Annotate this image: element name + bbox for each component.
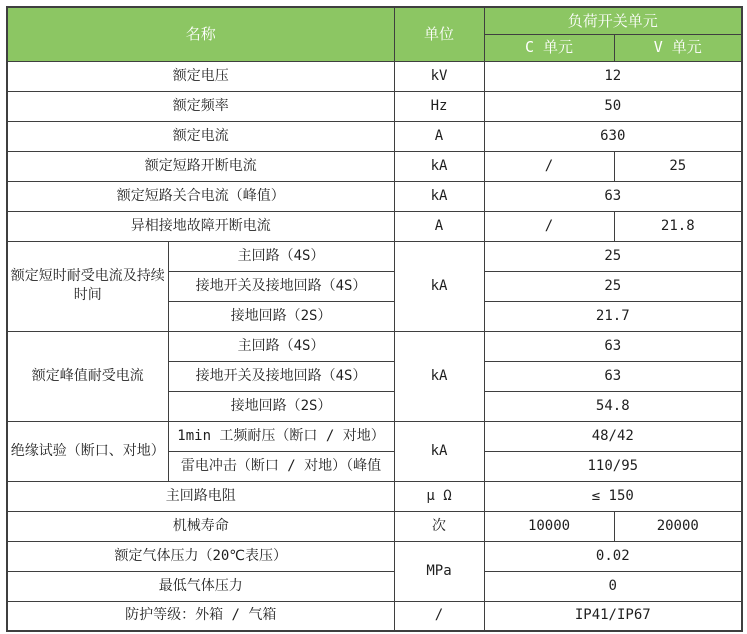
value-cell: IP41/IP67: [484, 601, 742, 631]
row-name-cell: 防护等级：外箱 / 气箱: [7, 601, 394, 631]
value-cell: 63: [484, 331, 742, 361]
row-name-cell: 异相接地故障开断电流: [7, 211, 394, 241]
table-row: [7, 481, 742, 511]
unit-cell: kA: [394, 421, 484, 481]
table-row: [7, 541, 742, 571]
row-name-cell: 额定短路关合电流（峰值）: [7, 181, 394, 211]
value-cell: 25: [484, 241, 742, 271]
unit-cell: A: [394, 121, 484, 151]
value-cell: 12: [484, 61, 742, 91]
value-cell-v: 25: [614, 151, 742, 181]
table-row: [7, 571, 742, 601]
spec-table-body: [7, 61, 742, 631]
group-label-cell: 绝缘试验（断口、对地）: [7, 421, 168, 481]
unit-cell: kA: [394, 241, 484, 331]
table-row: [7, 211, 742, 241]
value-cell: ≤ 150: [484, 481, 742, 511]
value-cell: 0: [484, 571, 742, 601]
row-name-cell: 最低气体压力: [7, 571, 394, 601]
unit-cell: kA: [394, 331, 484, 421]
value-cell: 63: [484, 361, 742, 391]
value-cell: 48/42: [484, 421, 742, 451]
value-cell-c: 10000: [484, 511, 614, 541]
sub-name-cell: 主回路（4S）: [168, 331, 394, 361]
sub-name-cell: 接地回路（2S）: [168, 391, 394, 421]
value-cell: 110/95: [484, 451, 742, 481]
unit-cell: kA: [394, 151, 484, 181]
header-col-v: V 单元: [614, 34, 742, 61]
unit-cell: /: [394, 601, 484, 631]
value-cell: 50: [484, 91, 742, 121]
group-label-cell: 额定短时耐受电流及持续时间: [7, 241, 168, 331]
value-cell: 54.8: [484, 391, 742, 421]
value-cell-v: 20000: [614, 511, 742, 541]
sub-name-cell: 主回路（4S）: [168, 241, 394, 271]
sub-name-cell: 接地回路（2S）: [168, 301, 394, 331]
spec-table-header: [7, 7, 742, 61]
header-row-1: [7, 7, 742, 34]
row-name-cell: 额定短路开断电流: [7, 151, 394, 181]
table-row: [7, 91, 742, 121]
unit-cell: kV: [394, 61, 484, 91]
group-label-cell: 额定峰值耐受电流: [7, 331, 168, 421]
value-cell: 63: [484, 181, 742, 211]
value-cell: 21.7: [484, 301, 742, 331]
table-row: [7, 511, 742, 541]
unit-cell: kA: [394, 181, 484, 211]
header-group: 负荷开关单元: [484, 7, 742, 34]
table-row: [7, 331, 742, 361]
row-name-cell: 额定电流: [7, 121, 394, 151]
unit-cell: A: [394, 211, 484, 241]
sub-name-cell: 接地开关及接地回路（4S）: [168, 361, 394, 391]
header-name: 名称: [7, 7, 394, 61]
value-cell: 25: [484, 271, 742, 301]
unit-cell: 次: [394, 511, 484, 541]
spec-table: [6, 6, 743, 632]
table-row: [7, 601, 742, 631]
row-name-cell: 额定电压: [7, 61, 394, 91]
table-row: [7, 241, 742, 271]
unit-cell: MPa: [394, 541, 484, 601]
sub-name-cell: 1min 工频耐压（断口 / 对地）: [168, 421, 394, 451]
unit-cell: Hz: [394, 91, 484, 121]
header-unit: 单位: [394, 7, 484, 61]
table-row: [7, 121, 742, 151]
unit-cell: μ Ω: [394, 481, 484, 511]
value-cell-c: /: [484, 211, 614, 241]
sub-name-cell: 接地开关及接地回路（4S）: [168, 271, 394, 301]
value-cell-c: /: [484, 151, 614, 181]
sub-name-cell: 雷电冲击（断口 / 对地）（峰值: [168, 451, 394, 481]
row-name-cell: 主回路电阻: [7, 481, 394, 511]
row-name-cell: 额定气体压力（20℃表压）: [7, 541, 394, 571]
table-row: [7, 151, 742, 181]
header-col-c: C 单元: [484, 34, 614, 61]
row-name-cell: 额定频率: [7, 91, 394, 121]
row-name-cell: 机械寿命: [7, 511, 394, 541]
table-row: [7, 61, 742, 91]
value-cell: 630: [484, 121, 742, 151]
value-cell-v: 21.8: [614, 211, 742, 241]
value-cell: 0.02: [484, 541, 742, 571]
table-row: [7, 421, 742, 451]
table-row: [7, 181, 742, 211]
